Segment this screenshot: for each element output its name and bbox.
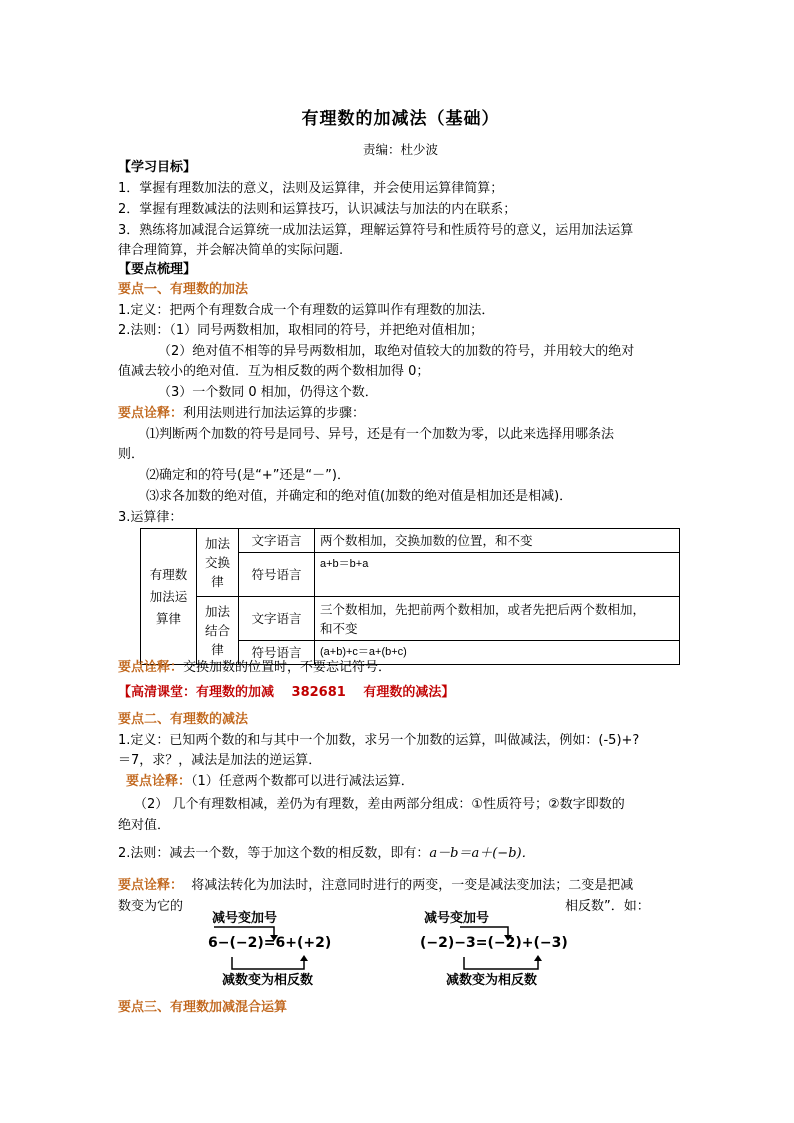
point1-note [118,404,365,424]
point1-step-1b: 则． [118,447,145,462]
point1-rule-3: （3）一个数同 0 相加，仍得这个数． [158,385,378,400]
point2-note: 要点诠释：（1）任意两个数都可以进行减法运算． [126,774,414,789]
subtrahend-to-opposite-label: 减数变为相反数 [446,973,538,988]
laws-group-cell: 有理数加法运算律 [141,529,197,665]
minus-to-plus-label: 减号变加号 [212,911,278,926]
addition-laws-table [140,528,680,665]
point1-note-2: 要点诠释：交换加数的位置时，不要忘记符号． [118,660,392,675]
associative-symbol-cell: (a+b)+c＝a+(b+c) [315,641,680,665]
point1-heading: 要点一、有理数的加法 [118,282,249,297]
document-title: 有理数的加减法（基础） [301,109,500,129]
point1-definition: 1.定义：把两个有理数合成一个有理数的运算叫作有理数的加法． [118,303,495,318]
goals-heading: 【学习目标】 [118,160,197,175]
word-language-cell: 文字语言 [239,529,315,553]
symbol-language-cell: 符号语言 [239,553,315,597]
goal-item: 2．掌握有理数减法的法则和运算技巧，认识减法与加法的内在联系； [118,202,517,217]
commutative-symbol-cell: a+b＝b+a [315,553,680,597]
point1-step-2: ⑵确定和的符号(是“+”还是“－”)． [146,468,350,483]
promo-link[interactable]: 【高清课堂：有理数的加减 382681 有理数的减法】 [118,685,455,700]
note-text: 利用法则进行加法运算的步骤： [183,406,366,421]
point1-rule-2b: 值减去较小的绝对值．互为相反数的两个数相加得 0； [118,364,430,379]
point1-rule-2a: （2）绝对值不相等的异号两数相加，取绝对值较大的加数的符号，并用较大的绝对 [158,344,635,359]
associative-cell: 加法结合律 [197,597,239,665]
laws-label: 3.运算律： [118,510,183,525]
goal-item: 律合理简算，并会解决简单的实际问题. [118,243,344,258]
example-expression-1: 6−(−2)=6+(+2) [208,935,332,951]
rule-formula: a－b＝a＋(−b)． [429,846,535,861]
symbol-language-cell: 符号语言 [239,641,315,665]
subtrahend-to-opposite-label: 减数变为相反数 [222,973,314,988]
commutative-word-cell: 两个数相加，交换加数的位置，和不变 [315,529,680,553]
goal-item: 3．熟练将加减混合运算统一成加法运算，理解运算符号和性质符号的意义，运用加法运算 [118,223,634,238]
point1-step-1a: ⑴判断两个加数的符号是同号、异号，还是有一个加数为零，以此来选择用哪条法 [146,427,615,442]
point2-note-2a: （2） 几个有理数相减，差仍为有理数，差由两部分组成：①性质符号；②数字即数的 [134,797,625,812]
author-line: 责编：杜少波 [362,142,438,157]
word-language-cell: 文字语言 [239,597,315,641]
point2-rule: 2.法则：减去一个数，等于加这个数的相反数，即有：a－b＝a＋(−b)． [118,846,535,861]
point2-note-2b: 绝对值． [118,818,171,833]
point2-note-3b: 数变为它的 [118,899,184,914]
point3-heading: 要点三、有理数加减混合运算 [118,1000,288,1015]
goal-item: 1．掌握有理数加法的意义，法则及运算律，并会使用运算律简算； [118,181,504,196]
note-label: 要点诠释： [118,406,184,421]
point2-definition-a: 1.定义：已知两个数的和与其中一个加数，求另一个加数的运算，叫做减法，例如：(-5)+? [118,733,640,748]
subtraction-diagram-2 [420,905,650,988]
point2-note-3a: 要点诠释： 将减法转化为加法时，注意同时进行的两变，一变是减法变加法；二变是把减 [118,878,634,893]
point1-step-3: ⑶求各加数的绝对值，并确定和的绝对值(加数的绝对值是相加还是相减)． [146,489,573,504]
example-expression-2: (−2)−3=(−2)+(−3) [420,935,568,951]
point2-heading: 要点二、有理数的减法 [118,712,249,727]
associative-word-cell: 三个数相加，先把前两个数相加，或者先把后两个数相加， 和不变 [315,597,680,641]
commutative-cell: 加法交换律 [197,529,239,597]
minus-to-plus-label: 减号变加号 [424,911,490,926]
point2-definition-b: ＝7，求？，减法是加法的逆运算． [118,753,322,768]
point1-rule-1: 2.法则：（1）同号两数相加，取相同的符号，并把绝对值相加； [118,323,484,338]
summary-heading: 【要点梳理】 [118,262,197,277]
subtraction-diagram-1 [204,905,404,988]
point2-note-3c: 相反数”．如： [565,899,650,914]
